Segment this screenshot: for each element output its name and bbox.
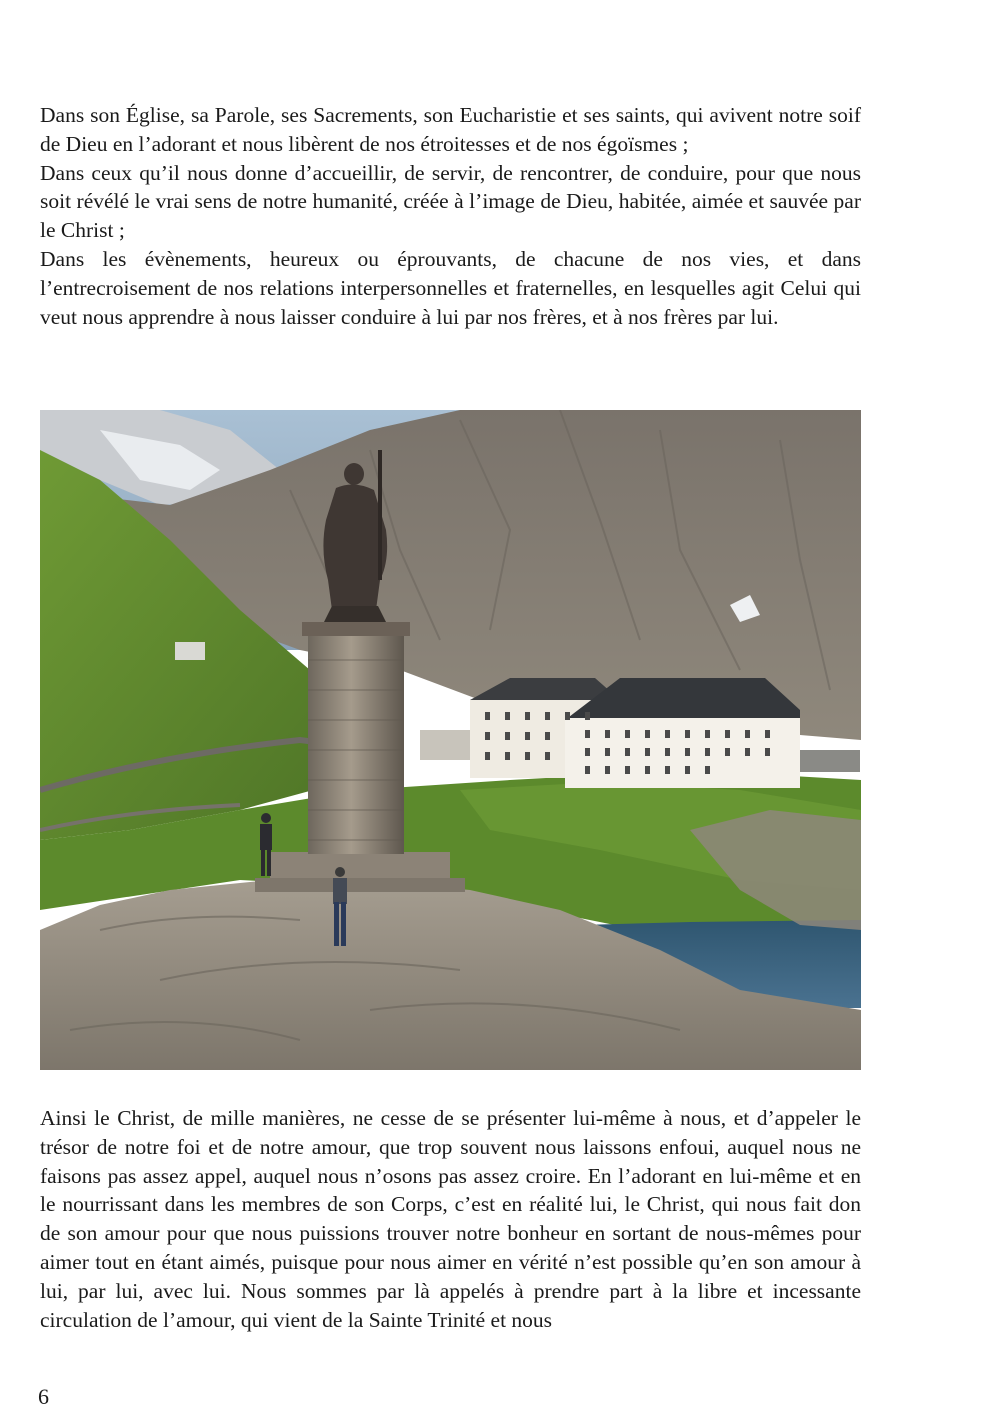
mountain-pass-photo (40, 410, 861, 1070)
paragraph-others: Dans ceux qu’il nous donne d’accueillir, de servir, de rencontrer, de conduire, pour que nous soit révélé le vrai sens de notre humanité, créée à l’image de Dieu, habitée, aimée et sauvée par le Christ ; (40, 160, 861, 243)
paragraph-church: Dans son Église, sa Parole, ses Sacrements, son Eucharistie et ses saints, qui avivent notre soif de Dieu en l’adorant et nous libèrent de nos étroitesses et de nos égoïsmes ; (40, 103, 861, 156)
page-number: 6 (38, 1384, 49, 1409)
paragraph-conclusion: Ainsi le Christ, de mille manières, ne cesse de se présenter lui-même à nous, et d’appeler le trésor de notre foi et de notre amour, que trop souvent nous laissons enfoui, auquel nous ne faisons pas assez appel, auquel nous n’osons pas assez croire. En l’adorant en lui-même et en le nourrissant dans les membres de son Corps, c’est en réalité lui, le Christ, qui nous fait don de son amour pour que nous puissions trouver notre bonheur en sortant de nous-mêmes pour aimer tout en étant aimés, puisque pour nous aimer en vérité n’est possible qu’en son amour à lui, par lui, avec lui. Nous sommes par là appelés à prendre part à la libre et incessante circulation de l’amour, qui vient de la Sainte Trinité et nous (40, 1106, 861, 1332)
bottom-text-block (40, 1104, 861, 1334)
top-text-block (40, 101, 861, 331)
statue-pillar (308, 632, 404, 854)
paragraph-events: Dans les évènements, heureux ou éprouvants, de chacune de nos vies, et dans l’entrecroisement de nos relations interpersonnelles et fraternelles, en lesquelles agit Celui qui veut nous apprendre à nous laisser conduire à lui par nos frères, et à nos frères par lui. (40, 246, 861, 329)
